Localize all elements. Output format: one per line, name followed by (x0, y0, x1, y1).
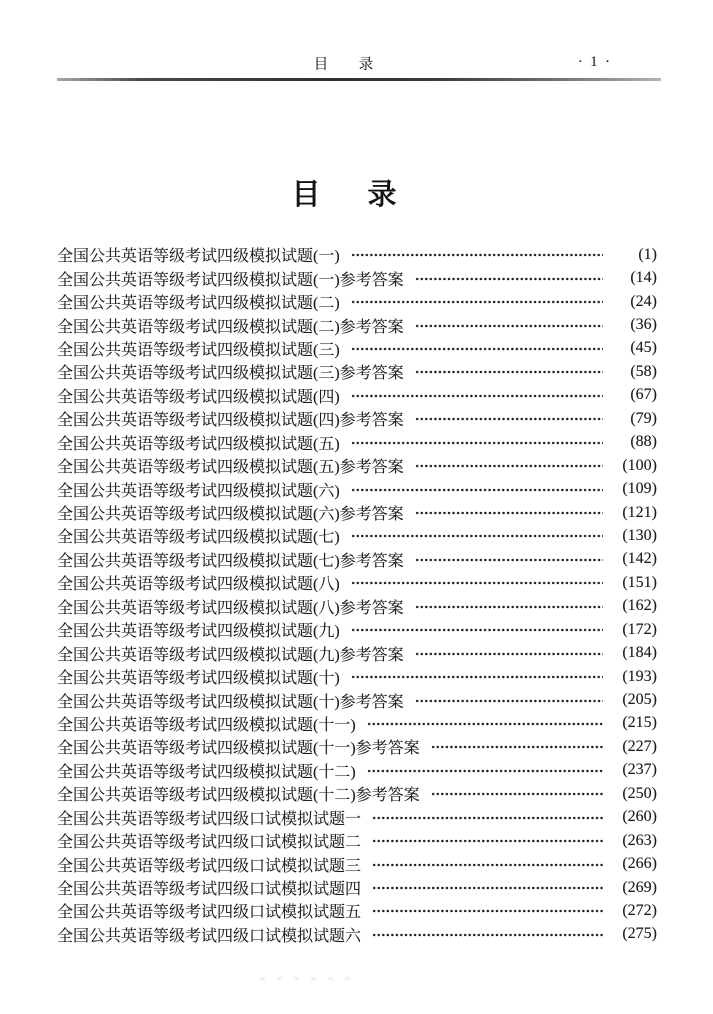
toc-entry (57, 595, 657, 618)
toc-entry (57, 899, 657, 922)
toc-entry-page: (142) (622, 550, 657, 568)
toc-entry-title: 全国公共英语等级考试四级模拟试题(十二) (57, 763, 356, 781)
toc-entry-page: (269) (622, 878, 657, 896)
toc-leader-dots (431, 743, 603, 751)
toc-entry-page: (172) (622, 620, 657, 638)
toc-entry (57, 524, 657, 547)
toc-leader-dots (372, 884, 603, 892)
toc-entry (57, 688, 657, 711)
toc-entry-title: 全国公共英语等级考试四级模拟试题(十二)参考答案 (57, 787, 420, 805)
toc-entry-title: 全国公共英语等级考试四级模拟试题(六)参考答案 (57, 506, 404, 524)
toc-entry (57, 806, 657, 829)
toc-entry-page: (79) (630, 409, 657, 427)
toc-leader-dots (415, 509, 603, 517)
toc-leader-dots (351, 486, 603, 494)
toc-entry-title: 全国公共英语等级考试四级口试模拟试题三 (57, 857, 362, 875)
toc-leader-dots (351, 251, 603, 259)
toc-entry-title: 全国公共英语等级考试四级模拟试题(三)参考答案 (57, 365, 404, 383)
toc-entry-title: 全国公共英语等级考试四级模拟试题(七)参考答案 (57, 552, 404, 570)
toc-entry (57, 641, 657, 664)
toc-leader-dots (372, 837, 603, 845)
toc-entry (57, 923, 657, 946)
toc-entry-title: 全国公共英语等级考试四级模拟试题(六) (57, 482, 340, 500)
toc-entry-page: (14) (630, 269, 657, 287)
toc-entry-page: (215) (622, 714, 657, 732)
toc-entry-page: (45) (630, 339, 657, 357)
toc-entry (57, 548, 657, 571)
toc-leader-dots (431, 790, 603, 798)
toc-entry (57, 384, 657, 407)
toc-entry (57, 759, 657, 782)
toc-entry-page: (1) (638, 245, 657, 263)
toc-entry-page: (88) (630, 433, 657, 451)
toc-entry-title: 全国公共英语等级考试四级模拟试题(二) (57, 295, 340, 313)
toc-entry-page: (130) (622, 526, 657, 544)
toc-entry-page: (162) (622, 597, 657, 615)
toc-leader-dots (415, 603, 603, 611)
toc-leader-dots (415, 462, 603, 470)
page-title: 目 录 (291, 179, 406, 211)
toc-entry (57, 431, 657, 454)
toc-entry-page: (151) (622, 573, 657, 591)
toc-entry-page: (263) (622, 831, 657, 849)
toc-leader-dots (415, 368, 603, 376)
toc-entry (57, 712, 657, 735)
toc-entry (57, 313, 657, 336)
toc-entry (57, 407, 657, 430)
toc-entry (57, 454, 657, 477)
toc-entry (57, 360, 657, 383)
toc-entry-title: 全国公共英语等级考试四级模拟试题(八) (57, 576, 340, 594)
toc-entry-page: (193) (622, 667, 657, 685)
toc-entry-page: (109) (622, 480, 657, 498)
running-header-title: 目 录 (313, 57, 382, 73)
toc-entry (57, 266, 657, 289)
toc-entry-page: (250) (622, 784, 657, 802)
toc-entry-title: 全国公共英语等级考试四级模拟试题(十一)参考答案 (57, 740, 420, 758)
toc-entry (57, 243, 657, 266)
toc-entry-page: (121) (622, 503, 657, 521)
toc-entry-title: 全国公共英语等级考试四级口试模拟试题四 (57, 881, 362, 899)
toc-entry-title: 全国公共英语等级考试四级模拟试题(一) (57, 248, 340, 266)
toc-entry (57, 782, 657, 805)
toc-entry-title: 全国公共英语等级考试四级模拟试题(八)参考答案 (57, 599, 404, 617)
toc-entry-title: 全国公共英语等级考试四级模拟试题(五) (57, 435, 340, 453)
toc-entry (57, 571, 657, 594)
toc-leader-dots (372, 931, 603, 939)
toc-entry (57, 290, 657, 313)
toc-entry-page: (58) (630, 362, 657, 380)
toc-entry-title: 全国公共英语等级考试四级口试模拟试题一 (57, 810, 362, 828)
page-number-marker: · 1 · (577, 54, 612, 70)
scan-artifact (260, 977, 356, 980)
toc-leader-dots (415, 415, 603, 423)
toc-leader-dots (415, 650, 603, 658)
toc-entry-title: 全国公共英语等级考试四级模拟试题(十) (57, 670, 340, 688)
toc-entry-page: (227) (622, 737, 657, 755)
toc-leader-dots (351, 532, 603, 540)
toc-entry-page: (266) (622, 855, 657, 873)
toc-entry-title: 全国公共英语等级考试四级模拟试题(四)参考答案 (57, 412, 404, 430)
toc-leader-dots (372, 814, 603, 822)
toc-entry-title: 全国公共英语等级考试四级模拟试题(九)参考答案 (57, 646, 404, 664)
toc-leader-dots (415, 275, 603, 283)
toc-entry (57, 337, 657, 360)
toc-entry-title: 全国公共英语等级考试四级模拟试题(七) (57, 529, 340, 547)
toc-leader-dots (367, 767, 603, 775)
toc-entry (57, 876, 657, 899)
toc-entry-title: 全国公共英语等级考试四级口试模拟试题五 (57, 904, 362, 922)
toc-entry-title: 全国公共英语等级考试四级模拟试题(十)参考答案 (57, 693, 404, 711)
toc-entry-page: (67) (630, 386, 657, 404)
toc-entry-title: 全国公共英语等级考试四级模拟试题(三) (57, 341, 340, 359)
toc-entry-title: 全国公共英语等级考试四级模拟试题(十一) (57, 716, 356, 734)
toc-entry-title: 全国公共英语等级考试四级口试模拟试题六 (57, 927, 362, 945)
toc-entry (57, 735, 657, 758)
toc-leader-dots (415, 697, 603, 705)
toc-leader-dots (351, 345, 603, 353)
toc-list (57, 243, 657, 946)
toc-entry-page: (24) (630, 292, 657, 310)
toc-entry-title: 全国公共英语等级考试四级口试模拟试题二 (57, 834, 362, 852)
header-rule-divider (57, 78, 661, 81)
toc-entry-page: (36) (630, 316, 657, 334)
toc-leader-dots (367, 720, 603, 728)
toc-entry-title: 全国公共英语等级考试四级模拟试题(九) (57, 623, 340, 641)
toc-leader-dots (351, 579, 603, 587)
toc-entry-title: 全国公共英语等级考试四级模拟试题(二)参考答案 (57, 318, 404, 336)
toc-entry (57, 618, 657, 641)
toc-entry (57, 501, 657, 524)
toc-leader-dots (351, 298, 603, 306)
toc-entry-page: (100) (622, 456, 657, 474)
toc-leader-dots (372, 907, 603, 915)
toc-entry-page: (205) (622, 691, 657, 709)
toc-entry (57, 852, 657, 875)
running-header (57, 53, 658, 77)
toc-leader-dots (415, 322, 603, 330)
toc-entry-page: (260) (622, 808, 657, 826)
toc-entry-page: (237) (622, 761, 657, 779)
toc-leader-dots (415, 556, 603, 564)
toc-entry (57, 829, 657, 852)
toc-entry-page: (275) (622, 925, 657, 943)
toc-entry-title: 全国公共英语等级考试四级模拟试题(五)参考答案 (57, 459, 404, 477)
toc-entry-title: 全国公共英语等级考试四级模拟试题(四) (57, 388, 340, 406)
toc-leader-dots (351, 392, 603, 400)
toc-leader-dots (372, 861, 603, 869)
toc-entry-page: (184) (622, 644, 657, 662)
toc-entry (57, 477, 657, 500)
toc-entry-page: (272) (622, 901, 657, 919)
toc-leader-dots (351, 626, 603, 634)
toc-leader-dots (351, 673, 603, 681)
toc-leader-dots (351, 439, 603, 447)
toc-entry-title: 全国公共英语等级考试四级模拟试题(一)参考答案 (57, 271, 404, 289)
toc-entry (57, 665, 657, 688)
